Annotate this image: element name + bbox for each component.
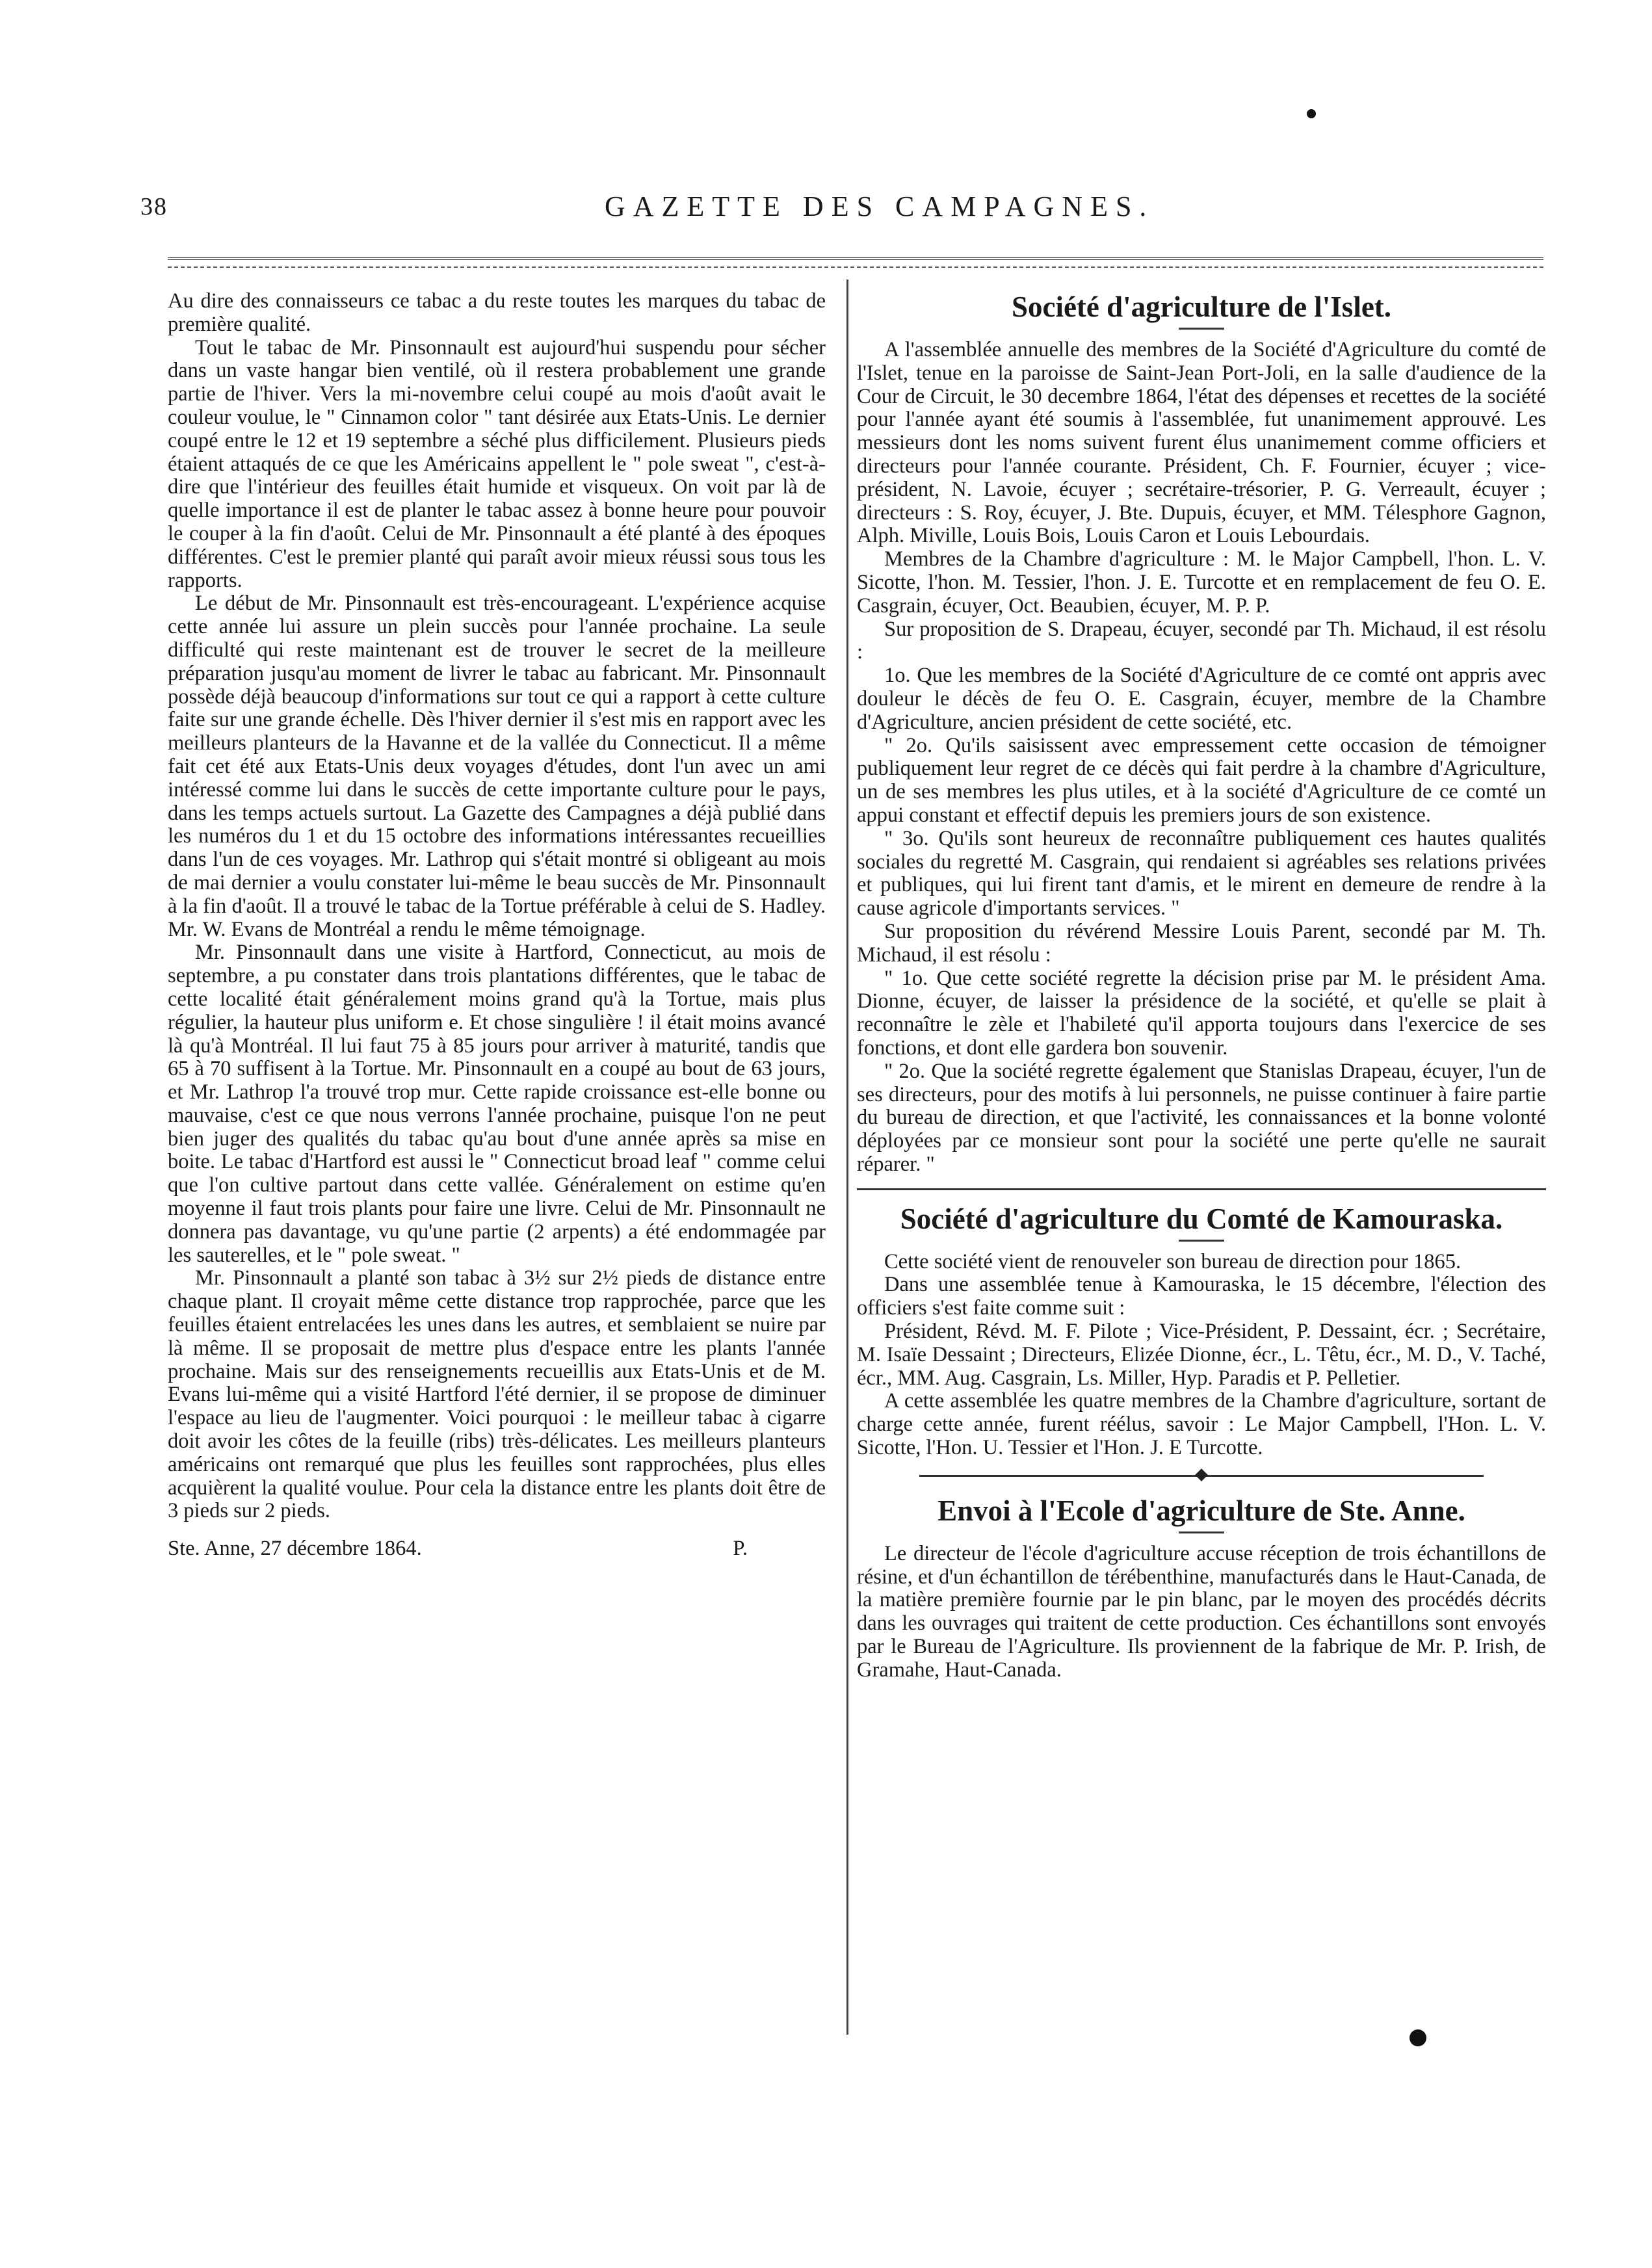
article-paragraph: Tout le tabac de Mr. Pinsonnault est aujourd'hui suspendu pour sécher dans un vaste hangar bien ventilé, où il restera probablement une grande partie de l'hiver. Vers la mi-novembre celui coupé au mois d'août avait le couleur voulue, le " Cinnamon color " tant désirée aux Etats-Unis. Le dernier coupé entre le 12 et 19 septembre a séché plus difficilement. Plusieurs pieds étaient attaqués de ce que les Américains appellent le " pole sweat ", c'est-à-dire que l'intérieur des feuilles était humide et visqueux. On voit par là de quelle importance il est de planter le tabac assez à bonne heure pour pouvoir le couper à la fin d'août. Celui de Mr. Pinsonnault a été planté à des époques différentes. C'est le premier planté qui paraît avoir mieux réussi sous tous les rapports. [168,335,826,592]
ink-speck [1409,2029,1426,2046]
title-dash [1179,328,1224,330]
section-title-kamouraska: Société d'agriculture du Comté de Kamouraska. [900,1202,1503,1235]
title-dash [1179,1240,1224,1242]
section-separator [857,1188,1546,1190]
right-column [857,290,1546,1682]
ink-speck [1307,109,1316,118]
section-paragraph: Dans une assemblée tenue à Kamouraska, le 15 décembre, l'élection des officiers s'est faite comme suit : [857,1273,1546,1320]
signature-initial: P. [733,1537,748,1561]
section-paragraph: Sur proposition du révérend Messire Louis Parent, secondé par M. Th. Michaud, il est résolu : [857,919,1546,967]
page-title: GAZETTE DES CAMPAGNES. [605,190,1155,222]
section-paragraph: Membres de la Chambre d'agriculture : M. le Major Campbell, l'hon. L. V. Sicotte, l'hon. M. Tessier, l'hon. J. E. Turcotte et en remplacement de feu O. E. Casgrain, écuyer, Oct. Beaubien, écuyer, M. P. P. [857,547,1546,618]
section-paragraph: 1o. Que les membres de la Société d'Agriculture de ce comté ont appris avec douleur le décès de feu O. E. Casgrain, écuyer, membre de la Chambre d'Agriculture, ancien président de cette société, etc. [857,664,1546,734]
column-divider [846,280,848,2035]
section-paragraph: " 3o. Qu'ils sont heureux de reconnaître publiquement ces hautes qualités sociales du regretté M. Casgrain, qui rendaient si agréables ses relations privées et publiques, qui lui firent tant d'amis, et le mirent en demeure de rendre à la cause agricole d'importants services. " [857,826,1546,920]
article-paragraph: Mr. Pinsonnault a planté son tabac à 3½ sur 2½ pieds de distance entre chaque plant. Il croyait même cette distance trop rapprochée, parce que les feuilles étaient entrelacées les unes dans les autres, et semblaient se nuire par là même. Il se proposait de mettre plus d'espace entre les plants l'année prochaine. Mais sur des renseignements recueillis aux Etats-Unis et de M. Evans lui-même qui a visité Hartford l'été dernier, il se propose de diminuer l'espace au lieu de l'augmenter. Voici pourquoi : le meilleur tabac à cigarre doit avoir les côtes de la feuille (ribs) très-délicates. Les meilleurs planteurs américains ont remarqué que plus les feuilles sont rapprochées, plus elles acquièrent la qualité voulue. Pour cela la distance entre les plants doit être de 3 pieds sur 2 pieds. [168,1266,826,1523]
left-column [168,290,826,1561]
ornament-separator [919,1469,1484,1482]
article-paragraph: Le début de Mr. Pinsonnault est très-encourageant. L'expérience acquise cette année lui assure un plein succès pour l'année prochaine. La seule difficulté qui reste maintenant est de trouver le secret de la meilleure préparation jusqu'au moment de livrer le tabac au fabricant. Mr. Pinsonnault possède déjà beaucoup d'informations sur tout ce qui a rapport à cette culture faite sur une grande échelle. Dès l'hiver dernier il s'est mis en rapport avec les meilleurs planteurs de la Havanne et de la vallée du Connecticut. Il a même fait cet été aux Etats-Unis deux voyages d'études, dont l'un avec un ami intéressé comme lui dans le succès de cette importante culture pour le pays, dans les temps actuels surtout. La Gazette des Campagnes a déjà publié dans les numéros du 1 et du 15 octobre des informations intéressantes recueillies dans l'un de ces voyages. Mr. Lathrop qui s'était montré si obligeant au mois de mai dernier a voulu constater lui-même le beau succès de Mr. Pinsonnault à la fin d'août. Il a trouvé le tabac de la Tortue préférable à celui de S. Hadley. Mr. W. Evans de Montréal a rendu le même témoignage. [168,592,826,941]
section-paragraph: A cette assemblée les quatre membres de la Chambre d'agriculture, sortant de charge cette année, furent réélus, savoir : Le Major Campbell, l'Hon. L. V. Sicotte, l'Hon. U. Tessier et l'Hon. J. E Turcotte. [857,1389,1546,1460]
section-paragraph: Le directeur de l'école d'agriculture accuse réception de trois échantillons de résine, et d'un échantillon de térébenthine, manufacturés dans le Haut-Canada, de la matière première fournie par le pin blanc, par le moyen des procédés décrits dans les ouvrages qui traitent de cette production. Ces échantillons sont envoyés par le Bureau de l'Agriculture. Ils proviennent de la fabrique de Mr. P. Irish, de Gramahe, Haut-Canada. [857,1541,1546,1682]
section-paragraph: Sur proposition de S. Drapeau, écuyer, secondé par Th. Michaud, il est résolu : [857,617,1546,664]
title-dash [1179,1532,1224,1533]
section-paragraph: Président, Révd. M. F. Pilote ; Vice-Président, P. Dessaint, écr. ; Secrétaire, M. Isaïe Dessaint ; Directeurs, Elizée Dionne, écr., L. Têtu, écr., M. D., V. Taché, écr., MM. Aug. Casgrain, Ls. Miller, Hyp. Paradis et P. Pelletier. [857,1320,1546,1390]
section-title-envoi: Envoi à l'Ecole d'agriculture de Ste. Anne. [937,1494,1465,1527]
section-paragraph: Cette société vient de renouveler son bureau de direction pour 1865. [884,1249,1462,1273]
section-title-islet: Société d'agriculture de l'Islet. [1011,291,1392,323]
signature-place-date: Ste. Anne, 27 décembre 1864. [168,1537,422,1561]
header-rule [168,257,1543,260]
ornament-diamond-icon [1195,1468,1208,1481]
section-paragraph: " 2o. Que la société regrette également que Stanislas Drapeau, écuyer, l'un de ses directeurs, pour des motifs à lui personnels, ne puisse continuer à faire partie du bureau de direction, et que l'activité, les connaissances et la bonne volonté déployées par ce monsieur sont pour la société une perte qu'elle ne saurait réparer. " [857,1059,1546,1176]
section-paragraph: A l'assemblée annuelle des membres de la Société d'Agriculture du comté de l'Islet, tenue en la paroisse de Saint-Jean Port-Joli, en la salle d'audience de la Cour de Circuit, le 30 decembre 1864, l'état des dépenses et recettes de la société pour l'année ayant été soumis à l'assemblée, fut unanimement approuvé. Les messieurs dont les noms suivent furent élus unanimement comme officiers et directeurs pour l'année courante. Président, Ch. F. Fournier, écuyer ; vice-président, N. Lavoie, écuyer ; secrétaire-trésorier, P. G. Verreault, écuyer ; directeurs : S. Roy, écuyer, J. Bte. Dupuis, écuyer, et MM. Télesphore Gagnon, Alph. Miville, Louis Bois, Louis Caron et Louis Lebourdais. [857,338,1546,548]
article-signature [168,1537,826,1561]
header-rule-dashed [168,267,1543,268]
section-paragraph: " 1o. Que cette société regrette la décision prise par M. le président Ama. Dionne, écuyer, de laisser la présidence de la société, et qu'elle se plait à reconnaître le zèle et l'habileté qu'il apporta toujours dans l'exercice de ses fonctions, et dont elle gardera bon souvenir. [857,966,1546,1060]
section-paragraph: " 2o. Qu'ils saisissent avec empressement cette occasion de témoigner publiquement leur regret de ce décès qui fait perdre à la chambre d'Agriculture, un de ses membres les plus utiles, et à la société d'Agriculture de ce comté un appui constant et effectif depuis les premiers jours de son existence. [857,733,1546,827]
article-paragraph: Mr. Pinsonnault dans une visite à Hartford, Connecticut, au mois de septembre, a pu constater dans trois plantations différentes, que le tabac de cette localité était généralement moins grand qu'à la Tortue, mais plus régulier, la hauteur plus uniform e. Et chose singulière ! il était moins avancé là qu'à Montréal. Il lui faut 75 à 85 jours pour arriver à maturité, tandis que 65 à 70 suffisent à la Tortue. Mr. Pinsonnault en a coupé au bout de 63 jours, et Mr. Lathrop l'a trouvé trop mur. Cette rapide croissance est-elle bonne ou mauvaise, c'est ce que nous verrons l'année prochaine, puisque l'on ne peut bien juger des qualités du tabac qu'au bout d'une année après sa mise en boite. Le tabac d'Hartford est aussi le " Connecticut broad leaf " comme celui que l'on cultive partout dans cette vallée. Généralement on estime qu'en moyenne il faut trois plants pour faire une livre. Celui de Mr. Pinsonnault ne donnera pas davantage, vu qu'une partie (2 arpents) a été endommagée par les sauterelles, et le " pole sweat. " [168,941,826,1267]
page-number: 38 [140,193,168,220]
article-paragraph: Au dire des connaisseurs ce tabac a du reste toutes les marques du tabac de première qualité. [168,289,826,336]
